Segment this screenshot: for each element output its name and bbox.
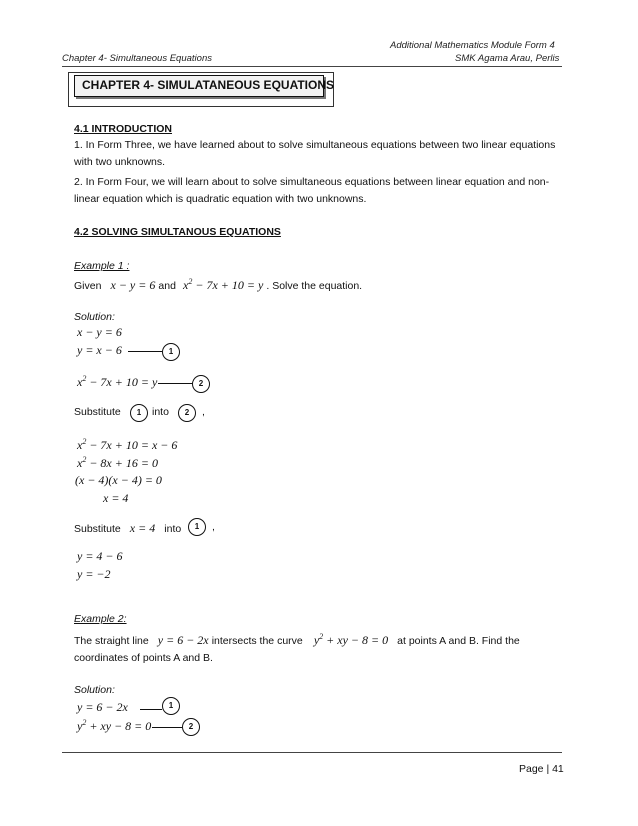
comma-text: ,: [202, 406, 205, 418]
substitute-text: Substitute: [74, 523, 121, 535]
chapter-label: Chapter 4- Simultaneous Equations: [62, 53, 212, 64]
example1-statement: [74, 277, 362, 293]
into-text: into: [152, 406, 169, 418]
marker-2: 2: [182, 718, 200, 736]
step-7: x = 4: [103, 491, 129, 505]
statement-text-a: The straight line: [74, 635, 149, 647]
into-text: into: [164, 523, 182, 535]
line-equation: y = 6 − 2x: [157, 633, 209, 647]
substitute-text: Substitute: [74, 406, 121, 418]
statement-text-d: coordinates of points A and B.: [74, 652, 213, 664]
example2-statement: [74, 632, 520, 648]
pointer-line: [128, 351, 162, 352]
comma-text: ,: [212, 521, 215, 533]
pointer-line: [152, 727, 182, 728]
marker-1: 1: [162, 343, 180, 361]
marker-1: 1: [130, 404, 148, 422]
example1-label: Example 1 :: [74, 260, 130, 272]
eq-quadratic: $x^2 - 7x + 10 = y$: [183, 277, 264, 292]
marker-2: 2: [192, 375, 210, 393]
substitute-x-row: [74, 521, 181, 536]
eq-linear: x − y = 6: [110, 278, 156, 292]
module-title: Additional Mathematics Module Form 4: [390, 40, 555, 51]
header-rule: [62, 66, 562, 67]
example1-solution-label: Solution:: [74, 311, 115, 323]
ex2-step-1: y = 6 − 2x: [77, 700, 128, 714]
step-3: $x^2 - 7x + 10 = y$: [77, 374, 158, 389]
pointer-line: [140, 709, 162, 710]
step-8: y = 4 − 6: [77, 549, 123, 563]
marker-1: 1: [162, 697, 180, 715]
statement-tail: . Solve the equation.: [266, 280, 363, 292]
curve-equation: $y^2$ + xy − 8 = 0: [313, 632, 389, 647]
intro-paragraph-2: [74, 174, 569, 208]
step-4: $x^2 - 7x + 10 = x - 6$: [77, 437, 178, 452]
example2-label: Example 2:: [74, 613, 127, 625]
given-text: Given: [74, 280, 102, 292]
intro-p1-line1: 1. In Form Three, we have learned about to solve simultaneous equations between two linear equations: [74, 139, 556, 151]
intro-heading: 4.1 INTRODUCTION: [74, 123, 173, 135]
step-5: $x^2 - 8x + 16 = 0$: [77, 455, 158, 470]
step-2: y = x − 6: [77, 343, 122, 357]
intro-p2-line2: linear equation which is quadratic equation with two unknowns.: [74, 193, 367, 205]
marker-1: 1: [188, 518, 206, 536]
ex2-step-2: $y^2$ + xy − 8 = 0: [77, 718, 152, 733]
intro-paragraph-1: [74, 137, 569, 171]
footer-rule: [62, 752, 562, 753]
chapter-title: CHAPTER 4- SIMULATANEOUS EQUATIONS: [82, 78, 335, 92]
x-value: x = 4: [129, 521, 156, 535]
step-9: y = −2: [77, 567, 111, 581]
intro-p2-line1: 2. In Form Four, we will learn about to solve simultaneous equations between linear equation and non-: [74, 176, 550, 188]
marker-2: 2: [178, 404, 196, 422]
example2-solution-label: Solution:: [74, 684, 115, 696]
step-1: x − y = 6: [77, 325, 122, 339]
page-number: Page | 41: [519, 763, 564, 775]
pointer-line: [158, 383, 192, 384]
intro-p1-line2: with two unknowns.: [74, 156, 166, 168]
statement-text-c: at points A and B. Find the: [397, 635, 520, 647]
solving-heading: 4.2 SOLVING SIMULTANOUS EQUATIONS: [74, 226, 281, 238]
statement-text-b: intersects the curve: [211, 635, 303, 647]
and-text: and: [158, 280, 176, 292]
step-6: (x − 4)(x − 4) = 0: [75, 473, 162, 487]
school-name: SMK Agama Arau, Perlis: [455, 53, 560, 64]
